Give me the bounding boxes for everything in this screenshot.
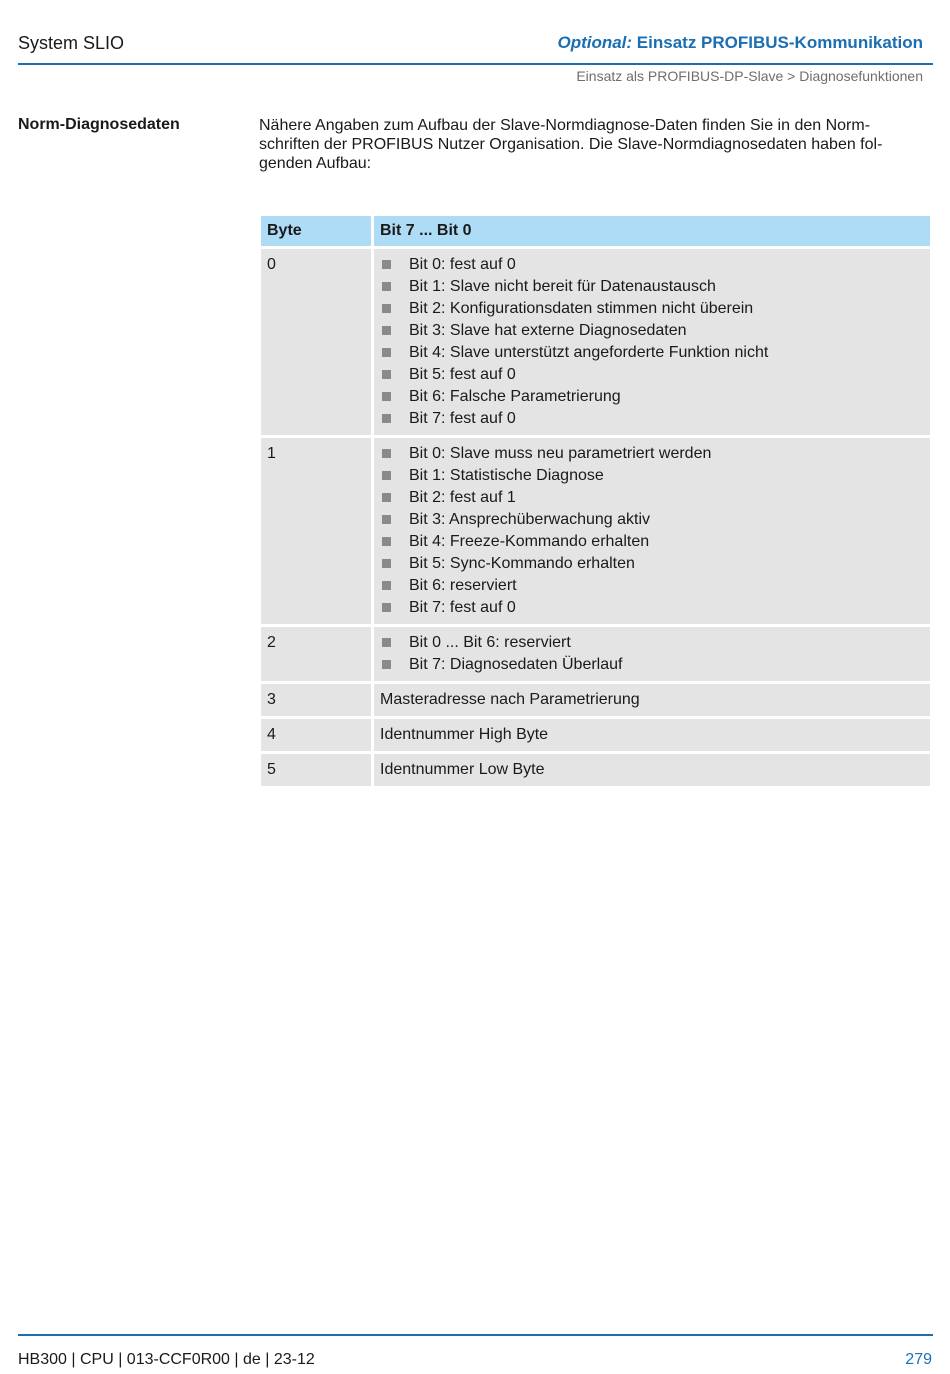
bits-cell [374, 438, 930, 624]
list-item [380, 553, 924, 575]
square-bullet-icon [382, 660, 391, 669]
bit-description: Bit 6: reserviert [409, 577, 517, 594]
bit-description: Bit 6: Falsche Parametrierung [409, 388, 621, 405]
intro-line: genden Aufbau: [259, 155, 372, 172]
bits-cell: Identnummer High Byte [374, 719, 930, 751]
bits-cell [374, 627, 930, 681]
list-item [380, 364, 924, 386]
byte-cell: 2 [261, 627, 371, 681]
list-item [380, 342, 924, 364]
list-item [380, 531, 924, 553]
table-header-row [261, 216, 930, 246]
byte-cell: 5 [261, 754, 371, 786]
column-header-bits: Bit 7 ... Bit 0 [374, 216, 930, 246]
page-number: 279 [905, 1351, 932, 1368]
list-item [380, 487, 924, 509]
list-item [380, 276, 924, 298]
square-bullet-icon [382, 392, 391, 401]
square-bullet-icon [382, 348, 391, 357]
table-row [261, 684, 930, 716]
bit-list [380, 254, 924, 430]
square-bullet-icon [382, 581, 391, 590]
list-item [380, 632, 924, 654]
list-item [380, 654, 924, 676]
bit-description: Bit 7: fest auf 0 [409, 410, 516, 427]
bits-cell: Masteradresse nach Parametrierung [374, 684, 930, 716]
bit-description: Bit 7: fest auf 0 [409, 599, 516, 616]
byte-cell: 1 [261, 438, 371, 624]
bit-list [380, 632, 924, 676]
table-row [261, 627, 930, 681]
table-row [261, 438, 930, 624]
bit-description: Bit 3: Ansprechüberwachung aktiv [409, 511, 651, 528]
footer-rule [18, 1334, 933, 1336]
square-bullet-icon [382, 638, 391, 647]
bit-description: Bit 1: Statistische Diagnose [409, 467, 604, 484]
chapter-title-optional: Optional: [557, 33, 633, 52]
square-bullet-icon [382, 515, 391, 524]
bit-description: Bit 4: Slave unterstützt angeforderte Funktion nicht [409, 344, 769, 361]
bit-description: Bit 1: Slave nicht bereit für Datenaustausch [409, 278, 716, 295]
header-title: System SLIO [18, 33, 125, 53]
intro-line: Nähere Angaben zum Aufbau der Slave-Normdiagnose-Daten finden Sie in den Norm- [259, 117, 871, 134]
chapter-title-text: Einsatz PROFIBUS-Kommunikation [632, 33, 923, 52]
bit-description: Bit 5: Sync-Kommando erhalten [409, 555, 635, 572]
byte-cell: 4 [261, 719, 371, 751]
list-item [380, 254, 924, 276]
column-header-byte: Byte [261, 216, 371, 246]
bit-description: Bit 5: fest auf 0 [409, 366, 516, 383]
list-item [380, 320, 924, 342]
square-bullet-icon [382, 326, 391, 335]
bit-list [380, 443, 924, 619]
diagnose-table [258, 213, 933, 789]
byte-cell: 3 [261, 684, 371, 716]
table-row [261, 249, 930, 435]
square-bullet-icon [382, 282, 391, 291]
list-item [380, 575, 924, 597]
intro-paragraph [259, 116, 929, 173]
table-row [261, 719, 930, 751]
square-bullet-icon [382, 559, 391, 568]
square-bullet-icon [382, 260, 391, 269]
list-item [380, 597, 924, 619]
square-bullet-icon [382, 370, 391, 379]
header-rule [18, 63, 933, 65]
bit-description: Bit 0: Slave muss neu parametriert werden [409, 445, 712, 462]
square-bullet-icon [382, 493, 391, 502]
bit-description: Bit 2: Konfigurationsdaten stimmen nicht überein [409, 300, 754, 317]
list-item [380, 443, 924, 465]
bits-cell [374, 249, 930, 435]
breadcrumb: Einsatz als PROFIBUS-DP-Slave > Diagnosefunktionen [576, 68, 923, 84]
list-item [380, 509, 924, 531]
intro-line: schriften der PROFIBUS Nutzer Organisation. Die Slave-Normdiagnosedaten haben fol- [259, 136, 883, 153]
list-item [380, 298, 924, 320]
square-bullet-icon [382, 449, 391, 458]
bit-description: Bit 4: Freeze-Kommando erhalten [409, 533, 650, 550]
square-bullet-icon [382, 537, 391, 546]
list-item [380, 408, 924, 430]
square-bullet-icon [382, 304, 391, 313]
list-item [380, 386, 924, 408]
square-bullet-icon [382, 414, 391, 423]
square-bullet-icon [382, 603, 391, 612]
square-bullet-icon [382, 471, 391, 480]
bit-description: Bit 0 ... Bit 6: reserviert [409, 634, 571, 651]
bit-description: Bit 7: Diagnosedaten Überlauf [409, 656, 623, 673]
list-item [380, 465, 924, 487]
byte-cell: 0 [261, 249, 371, 435]
bit-description: Bit 3: Slave hat externe Diagnosedaten [409, 322, 687, 339]
section-title: Norm-Diagnosedaten [18, 116, 180, 133]
chapter-title [557, 33, 923, 53]
table-row [261, 754, 930, 786]
bit-description: Bit 0: fest auf 0 [409, 256, 516, 273]
bit-description: Bit 2: fest auf 1 [409, 489, 516, 506]
bits-cell: Identnummer Low Byte [374, 754, 930, 786]
footer-document-id: HB300 | CPU | 013-CCF0R00 | de | 23-12 [18, 1351, 315, 1368]
